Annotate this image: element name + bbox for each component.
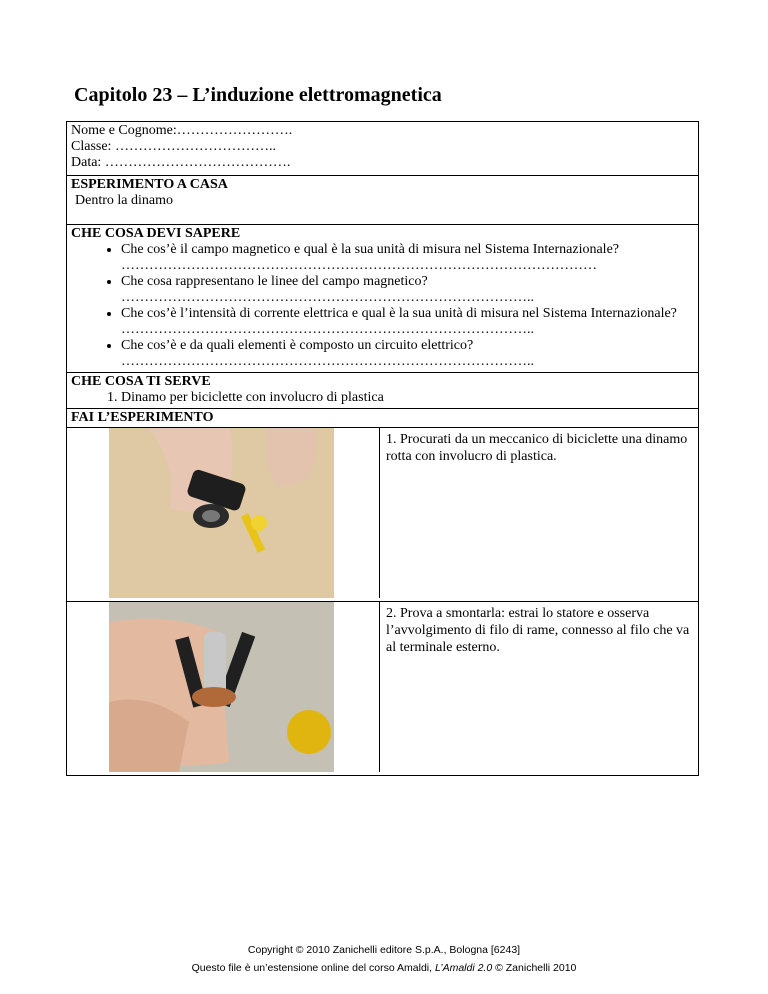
footer-course-note [0, 962, 768, 974]
question-text: Che cosa rappresentano le linee del campo magnetico? [121, 274, 428, 289]
experiment-heading: ESPERIMENTO A CASA [71, 177, 228, 192]
worksheet-table [66, 121, 699, 776]
question-item [121, 338, 695, 370]
knowledge-row [67, 225, 698, 373]
answer-line[interactable]: ………………………………………………………………………………………… [121, 258, 597, 273]
question-text: Che cos’è e da quali elementi è composto un circuito elettrico? [121, 338, 474, 353]
date-field[interactable]: Data: …………………………………. [71, 155, 291, 170]
answer-line[interactable]: …………………………………………………………………………….. [121, 322, 534, 337]
answer-line[interactable]: …………………………………………………………………………….. [121, 290, 534, 305]
materials-row [67, 373, 698, 409]
materials-list [71, 390, 695, 406]
footer-book-title: L’Amaldi 2.0 [434, 962, 493, 974]
knowledge-heading: CHE COSA DEVI SAPERE [71, 226, 241, 241]
step-text: 1. Procurati da un meccanico di biciclette una dinamo rotta con involucro di plastica. [386, 432, 688, 464]
question-text: Che cos’è il campo magnetico e qual è la sua unità di misura nel Sistema Internazionale? [121, 242, 619, 257]
materials-item: 1. Dinamo per biciclette con involucro di plastica [121, 390, 695, 406]
footer-note-text: Questo file è un’estensione online del corso Amaldi, [191, 962, 433, 974]
page-title: Capitolo 23 – L’induzione elettromagnetica [74, 84, 442, 106]
student-info-row [67, 122, 698, 176]
procedure-heading-row [67, 409, 698, 428]
question-text: Che cos’è l’intensità di corrente elettrica e qual è la sua unità di misura nel Sistema Internazionale? [121, 306, 677, 321]
question-item [121, 242, 695, 274]
question-list [71, 242, 695, 370]
experiment-subtitle: Dentro la dinamo [75, 193, 173, 208]
step-photo-cell [67, 428, 380, 598]
procedure-step [67, 428, 698, 602]
dynamo-photo-2 [109, 602, 334, 772]
procedure-step [67, 602, 698, 775]
procedure-heading: FAI L’ESPERIMENTO [71, 410, 214, 425]
dynamo-photo-1 [109, 428, 334, 598]
class-field[interactable]: Classe: …………………………….. [71, 139, 276, 154]
step-photo-cell [67, 602, 380, 772]
experiment-row [67, 176, 698, 225]
answer-line[interactable]: …………………………………………………………………………….. [121, 354, 534, 369]
question-item [121, 306, 695, 338]
footer-note-end: © Zanichelli 2010 [495, 962, 577, 974]
materials-heading: CHE COSA TI SERVE [71, 374, 211, 389]
name-field[interactable]: Nome e Cognome:……………………. [71, 123, 293, 138]
footer-copyright: Copyright © 2010 Zanichelli editore S.p.A., Bologna [6243] [247, 944, 521, 956]
question-item [121, 274, 695, 306]
step-text: 2. Prova a smontarla: estrai lo statore e osserva l’avvolgimento di filo di rame, connesso al filo che va al terminale esterno. [386, 606, 690, 655]
